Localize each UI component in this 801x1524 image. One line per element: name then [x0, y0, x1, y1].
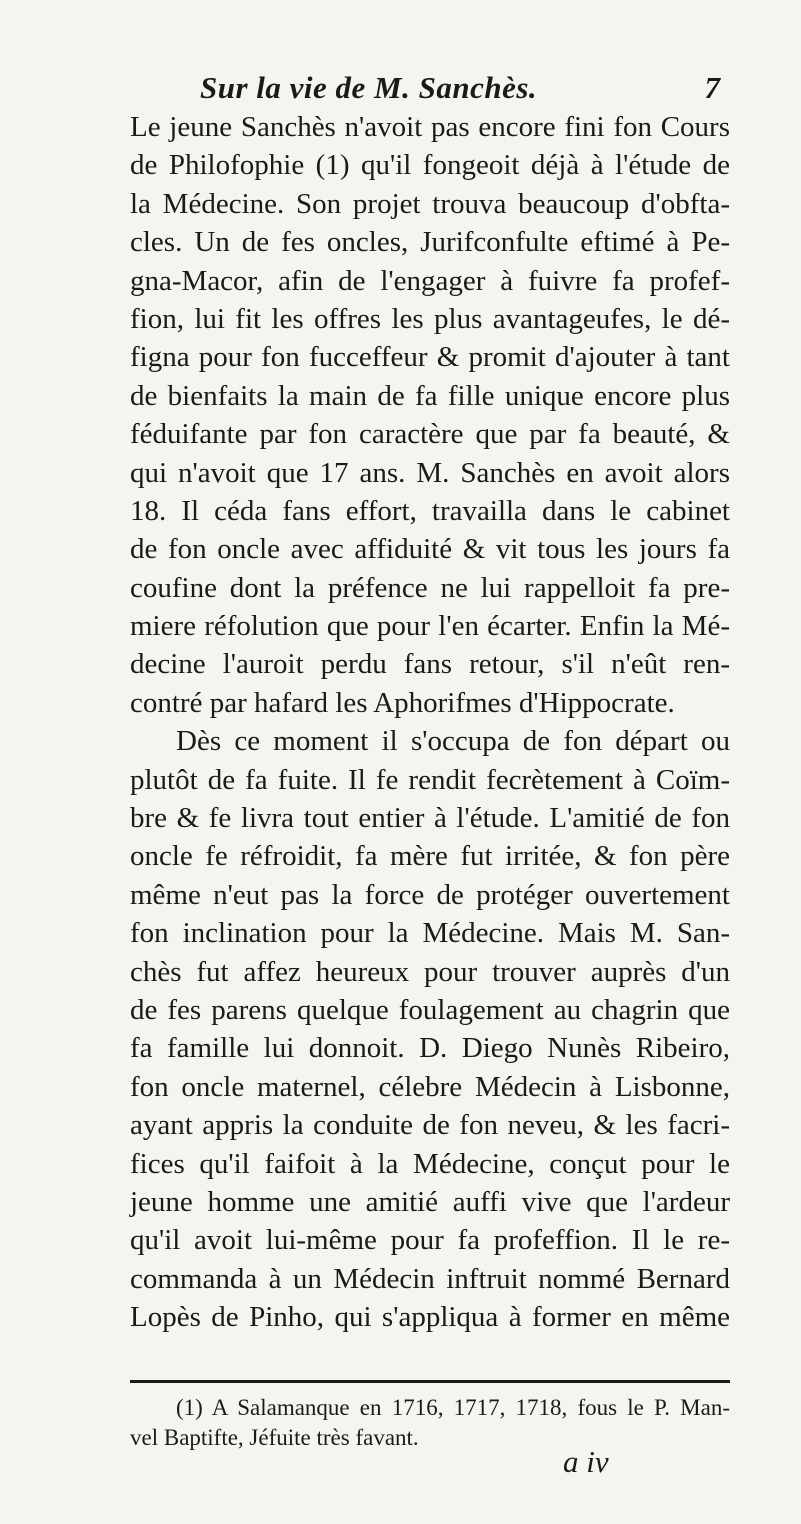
text-line: jeune homme une amitié auffi vive que l'ardeur — [130, 1185, 730, 1218]
text-line: féduifante par fon caractère que par fa beauté, & — [130, 418, 730, 451]
text-line: figna pour fon fucceffeur & promit d'ajouter à tant — [130, 341, 730, 374]
text-line: fon oncle maternel, célebre Médecin à Lisbonne, — [130, 1070, 730, 1103]
text-line: coufine dont la préfence ne lui rappelloit fa pre- — [130, 571, 730, 604]
text-line: miere réfolution que pour l'en écarter. Enfin la Mé- — [130, 610, 730, 643]
text-line: plutôt de fa fuite. Il fe rendit fecrètement à Coïm- — [130, 763, 730, 796]
running-head — [200, 70, 720, 110]
text-line: fices qu'il faifoit à la Médecine, conçut pour le — [130, 1147, 730, 1180]
footnote-line: vel Baptifte, Jéfuite très favant. — [130, 1425, 419, 1450]
text-line: qu'il avoit lui-même pour fa profeffion. Il le re- — [130, 1224, 730, 1257]
text-line: oncle fe réfroidit, fa mère fut irritée, & fon père — [130, 840, 730, 873]
text-line: bre & fe livra tout entier à l'étude. L'amitié de fon — [130, 802, 730, 835]
text-line: même n'eut pas la force de protéger ouvertement — [130, 878, 730, 911]
text-line: fion, lui fit les offres les plus avantageufes, le dé- — [130, 302, 730, 335]
text-line: de fon oncle avec affiduité & vit tous les jours fa — [130, 533, 730, 566]
footnote-divider — [130, 1380, 730, 1383]
text-line: de Philofophie (1) qu'il fongeoit déjà à l'étude de — [130, 149, 730, 182]
text-line: Lopès de Pinho, qui s'appliqua à former en même — [130, 1301, 730, 1334]
running-title: Sur la vie de M. Sanchès. — [200, 70, 538, 105]
text-line: ayant appris la conduite de fon neveu, & les facri- — [130, 1109, 730, 1142]
footnote — [130, 1393, 730, 1453]
text-line: qui n'avoit que 17 ans. M. Sanchès en avoit alors — [130, 456, 730, 489]
text-line: gna-Macor, afin de l'engager à fuivre fa profef- — [130, 264, 730, 297]
page-number: 7 — [704, 70, 720, 105]
text-line: fa famille lui donnoit. D. Diego Nunès Ribeiro, — [130, 1032, 730, 1065]
text-line: commanda à un Médecin inftruit nommé Bernard — [130, 1262, 730, 1295]
text-line: Le jeune Sanchès n'avoit pas encore fini fon Cours — [130, 111, 730, 143]
signature-mark: a iv — [563, 1444, 609, 1479]
text-line: cles. Un de fes oncles, Jurifconfulte eftimé à Pe- — [130, 226, 730, 259]
text-line: de bienfaits la main de fa fille unique encore plus — [130, 379, 730, 412]
text-line: fon inclination pour la Médecine. Mais M. San- — [130, 917, 730, 950]
text-line: de fes parens quelque foulagement au chagrin que — [130, 993, 730, 1026]
body-text — [130, 108, 730, 1337]
text-line: contré par hafard les Aphorifmes d'Hippocrate. — [130, 686, 675, 719]
text-line: Dès ce moment il s'occupa de fon départ ou — [176, 725, 730, 758]
footnote-line: (1) A Salamanque en 1716, 1717, 1718, fous le P. Man- — [176, 1395, 730, 1420]
text-line: la Médecine. Son projet trouva beaucoup d'obfta- — [130, 187, 730, 220]
text-line: chès fut affez heureux pour trouver auprès d'un — [130, 955, 730, 988]
text-line: decine l'auroit perdu fans retour, s'il n'eût ren- — [130, 648, 730, 681]
text-line: 18. Il céda fans effort, travailla dans le cabinet — [130, 494, 730, 527]
